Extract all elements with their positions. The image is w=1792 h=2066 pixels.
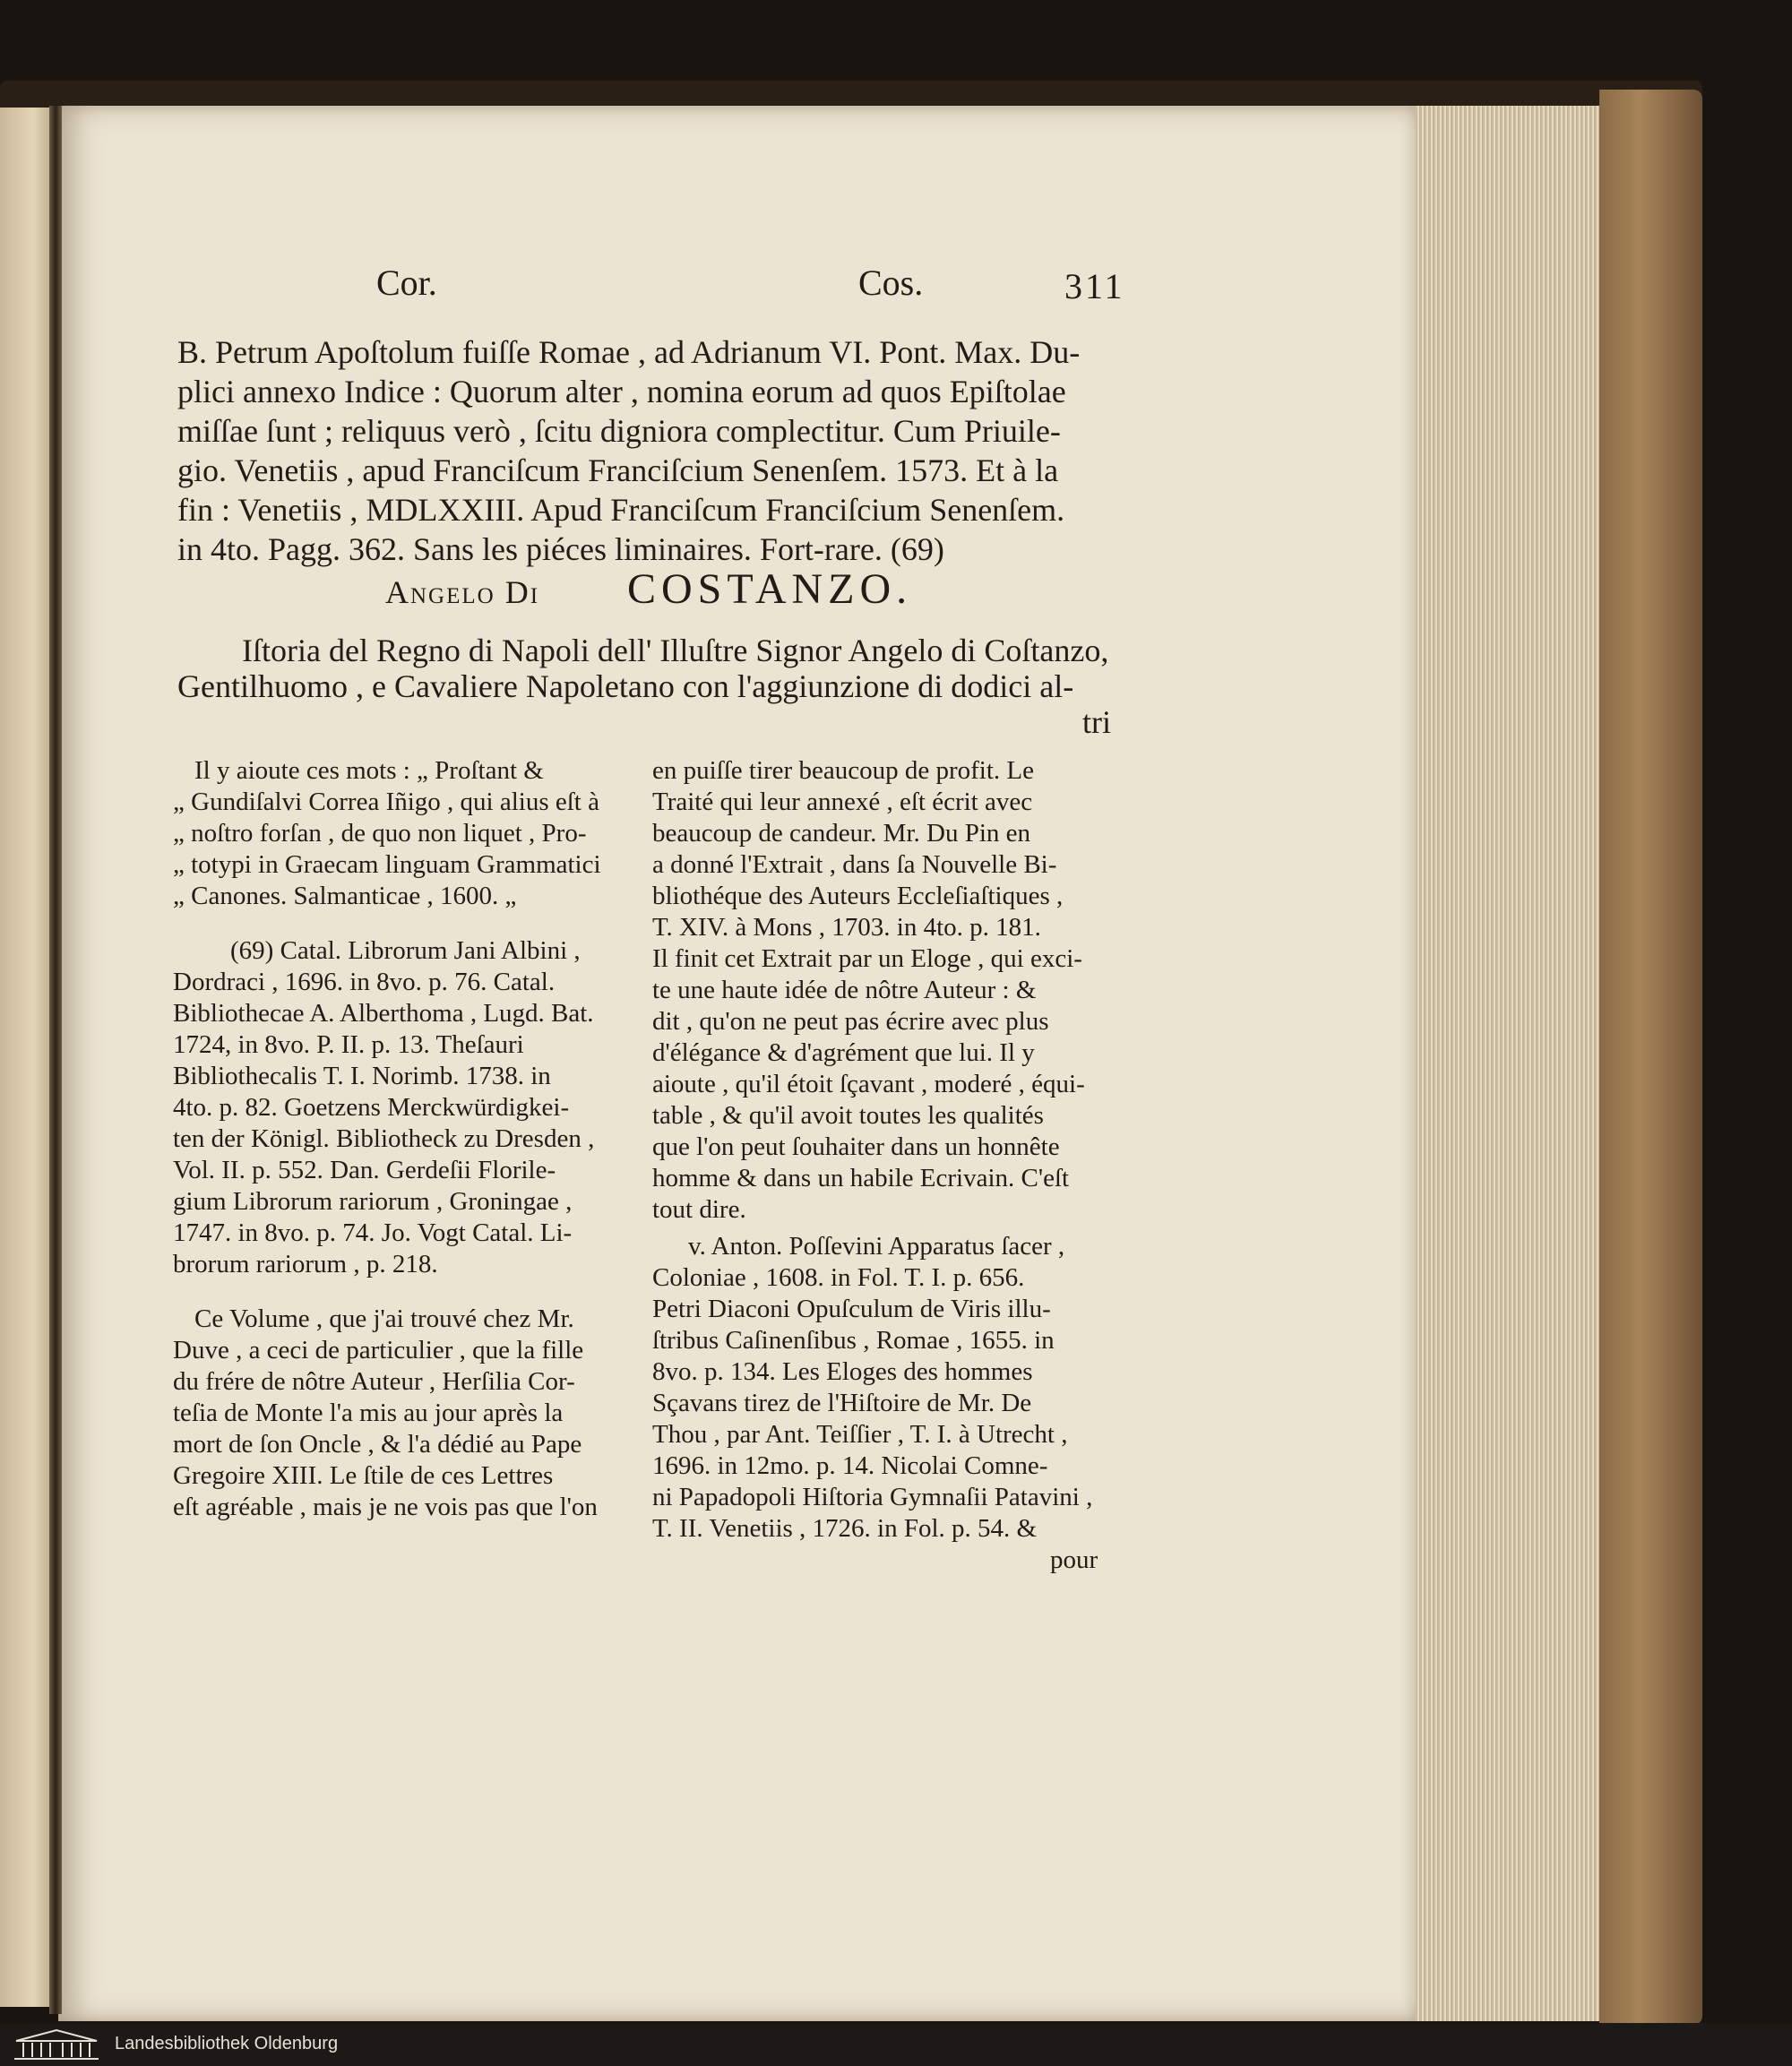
right-column (652, 756, 1111, 1577)
entry-line: Gentilhuomo , e Cavaliere Napoletano con l'aggiunzione di dodici al- (177, 668, 1074, 704)
entry-line: tri (1082, 704, 1111, 740)
note-line: ſtribus Caſinenſibus , Romae , 1655. in (652, 1326, 1055, 1355)
note-line: beaucoup de candeur. Mr. Du Pin en (652, 819, 1031, 848)
note-line: a donné l'Extrait , dans ſa Nouvelle Bi- (652, 850, 1057, 879)
note-line: Coloniae , 1608. in Fol. T. I. p. 656. (652, 1263, 1025, 1292)
note-line: 1724, in 8vo. P. II. p. 13. Theſauri (173, 1030, 524, 1059)
author-surname: COSTANZO. (627, 565, 913, 613)
note-line: Il y aioute ces mots : „ Proſtant & (194, 756, 544, 785)
note-line: v. Anton. Poſſevini Apparatus ſacer , (688, 1232, 1065, 1261)
note-line: T. II. Venetiis , 1726. in Fol. p. 54. & (652, 1514, 1038, 1543)
note-line: (69) Catal. Librorum Jani Albini , (230, 936, 581, 965)
text-line: fin : Venetiis , MDLXXIII. Apud Franciſcum Franciſcium Senenſem. (177, 492, 1065, 528)
note-line: gium Librorum rariorum , Groningae , (173, 1187, 573, 1216)
note-line: Dordraci , 1696. in 8vo. p. 76. Catal. (173, 968, 556, 996)
note-line: Thou , par Ant. Teiſſier , T. I. à Utrecht , (652, 1420, 1068, 1449)
note-line: homme & dans un habile Ecrivain. C'eſt (652, 1164, 1070, 1192)
note-line: Bibliothecalis T. I. Norimb. 1738. in (173, 1062, 551, 1090)
note-line: brorum rariorum , p. 218. (173, 1250, 438, 1278)
note-line: bliothéque des Auteurs Eccleſiaſtiques , (652, 882, 1064, 910)
text-line: in 4to. Pagg. 362. Sans les piéces liminaires. Fort-rare. (69) (177, 531, 944, 567)
header-center: Cos. (858, 263, 924, 303)
note-line: dit , qu'on ne peut pas écrire avec plus (652, 1007, 1049, 1036)
note-line: 4to. p. 82. Goetzens Merckwürdigkei- (173, 1093, 570, 1122)
note-line: table , & qu'il avoit toutes les qualités (652, 1101, 1044, 1130)
text-line: gio. Venetiis , apud Franciſcum Franciſcium Senenſem. 1573. Et à la (177, 452, 1059, 488)
note-line: en puiſſe tirer beaucoup de profit. Le (652, 756, 1034, 785)
note-line: Sçavans tirez de l'Hiſtoire de Mr. De (652, 1389, 1032, 1417)
note-line: Ce Volume , que j'ai trouvé chez Mr. (194, 1304, 574, 1333)
note-line: aioute , qu'il étoit ſçavant , moderé , équi- (652, 1070, 1085, 1098)
note-line: ni Papadopoli Hiſtoria Gymnaſii Patavini , (652, 1483, 1093, 1511)
note-line: 1696. in 12mo. p. 14. Nicolai Comne- (652, 1451, 1048, 1480)
note-line: mort de ſon Oncle , & l'a dédié au Pape (173, 1430, 582, 1459)
facing-page-edge (0, 108, 56, 2007)
text-line: plici annexo Indice : Quorum alter , nomina eorum ad quos Epiſtolae (177, 374, 1066, 409)
note-line: 1747. in 8vo. p. 74. Jo. Vogt Catal. Li- (173, 1218, 573, 1247)
page-number: 311 (1064, 266, 1125, 306)
top-block (177, 333, 1120, 570)
note-line: Traité qui leur annexé , eſt écrit avec (652, 788, 1033, 816)
note-line: eſt agréable , mais je ne vois pas que l'on (173, 1493, 598, 1521)
note-line: „ Gundiſalvi Correa Iñigo , qui alius eſt à (173, 788, 599, 816)
book-gutter (49, 106, 62, 2014)
text-line: B. Petrum Apoſtolum fuiſſe Romae , ad Adrianum VI. Pont. Max. Du- (177, 334, 1081, 370)
note-line: teſia de Monte l'a mis au jour après la (173, 1399, 564, 1427)
note-line: que l'on peut ſouhaiter dans un honnête (652, 1132, 1060, 1161)
note-line: „ noſtro forſan , de quo non liquet , Pro- (173, 819, 587, 848)
note-line: ten der Königl. Bibliotheck zu Dresden , (173, 1124, 595, 1153)
book-cover (1599, 90, 1702, 2025)
left-column (173, 756, 628, 1524)
header-left: Cor. (376, 263, 437, 303)
note-line: Il finit cet Extrait par un Eloge , qui exci- (652, 944, 1082, 973)
note-line: Vol. II. p. 552. Dan. Gerdeſii Florile- (173, 1156, 556, 1184)
library-building-icon (13, 2028, 100, 2061)
note-line: Gregoire XIII. Le ſtile de ces Lettres (173, 1461, 554, 1490)
page-edges (1416, 106, 1599, 2021)
note-line: „ totypi in Graecam linguam Grammatici (173, 850, 601, 879)
catchword: pour (1050, 1545, 1098, 1574)
note-line: 8vo. p. 134. Les Eloges des hommes (652, 1357, 1033, 1386)
note-line: du frére de nôtre Auteur , Herſilia Cor- (173, 1367, 575, 1396)
entry-line: Iſtoria del Regno di Napoli dell' Illuſtre Signor Angelo di Coſtanzo, (242, 633, 1109, 668)
text-line: miſſae ſunt ; reliquus verò , ſcitu digniora complectitur. Cum Priuile- (177, 413, 1061, 449)
note-line: te une haute idée de nôtre Auteur : & (652, 976, 1037, 1004)
library-name: Landesbibliothek Oldenburg (115, 2034, 339, 2053)
note-line: Duve , a ceci de particulier , que la fille (173, 1336, 584, 1364)
note-line: d'élégance & d'agrément que lui. Il y (652, 1038, 1035, 1067)
note-line: T. XIV. à Mons , 1703. in 4to. p. 181. (652, 913, 1041, 942)
footer-banner (0, 2023, 1792, 2066)
note-line: tout dire. (652, 1195, 746, 1224)
author-forename: Angelo Di (385, 574, 540, 610)
note-line: „ Canones. Salmanticae , 1600. „ (173, 882, 517, 910)
note-line: Petri Diaconi Opuſculum de Viris illu- (652, 1295, 1051, 1323)
note-line: Bibliothecae A. Alberthoma , Lugd. Bat. (173, 999, 594, 1028)
